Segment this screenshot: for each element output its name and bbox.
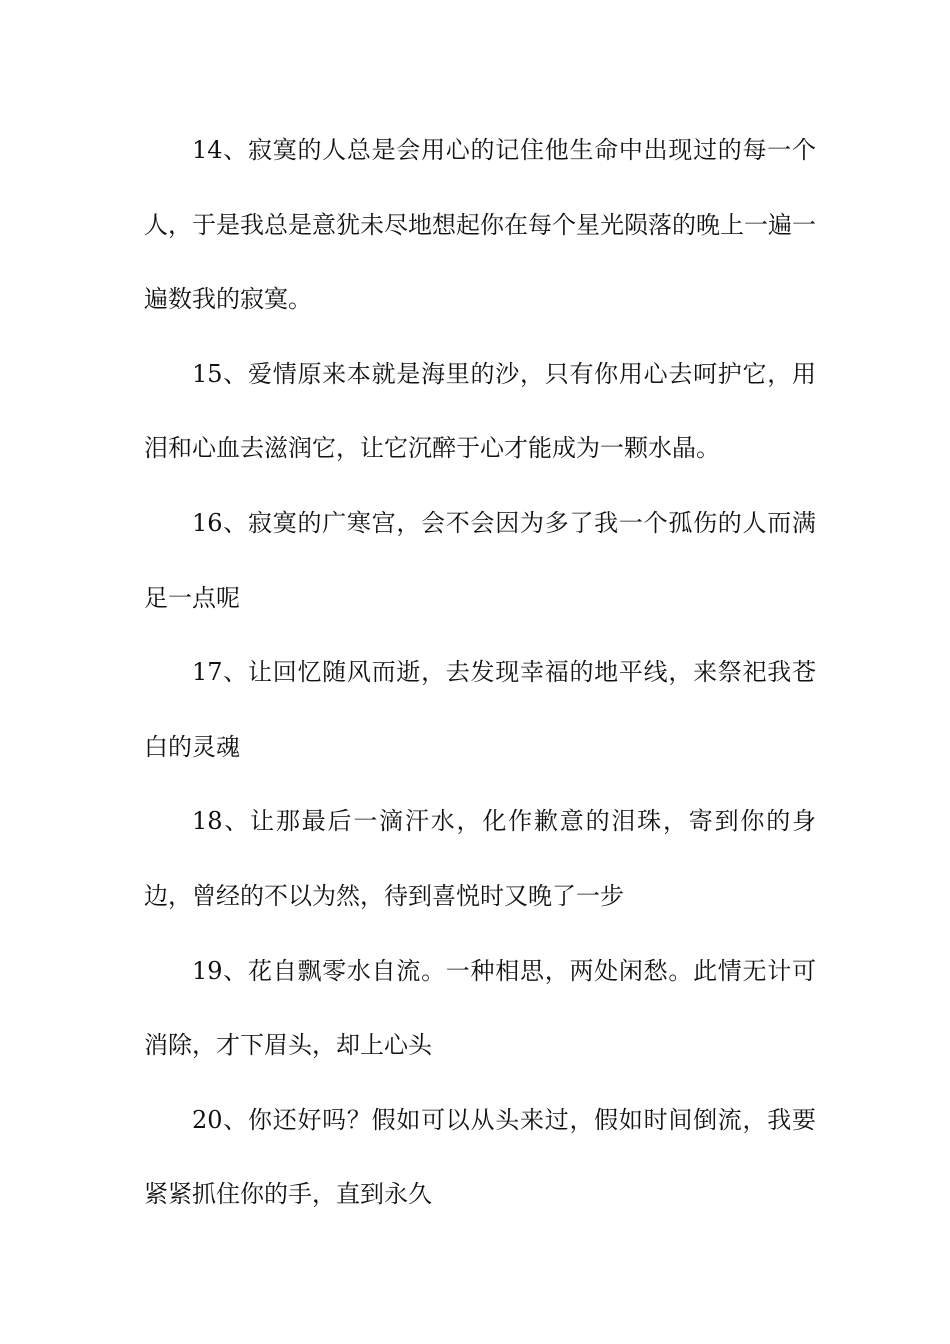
paragraph-20: 20、你还好吗？假如可以从头来过，假如时间倒流，我要紧紧抓住你的手，直到永久 <box>144 1105 816 1209</box>
paragraph-15: 15、爱情原来本就是海里的沙，只有你用心去呵护它，用泪和心血去滋润它，让它沉醉于心才能成为一颗水晶。 <box>144 359 816 463</box>
paragraph-19: 19、花自飘零水自流。一种相思，两处闲愁。此情无计可消除，才下眉头，却上心头 <box>144 956 816 1060</box>
paragraph-18: 18、让那最后一滴汗水，化作歉意的泪珠，寄到你的身边，曾经的不以为然，待到喜悦时又晚了一步 <box>144 807 816 910</box>
paragraph-14: 14、寂寞的人总是会用心的记住他生命中出现过的每一个人，于是我总是意犹未尽地想起你在每个星光陨落的晚上一遍一遍数我的寂寞。 <box>144 136 816 314</box>
paragraph-17: 17、让回忆随风而逝，去发现幸福的地平线，来祭祀我苍白的灵魂 <box>144 658 816 761</box>
paragraph-16: 16、寂寞的广寒宫，会不会因为多了我一个孤伤的人而满足一点呢 <box>144 508 816 612</box>
document-body <box>144 113 816 1232</box>
